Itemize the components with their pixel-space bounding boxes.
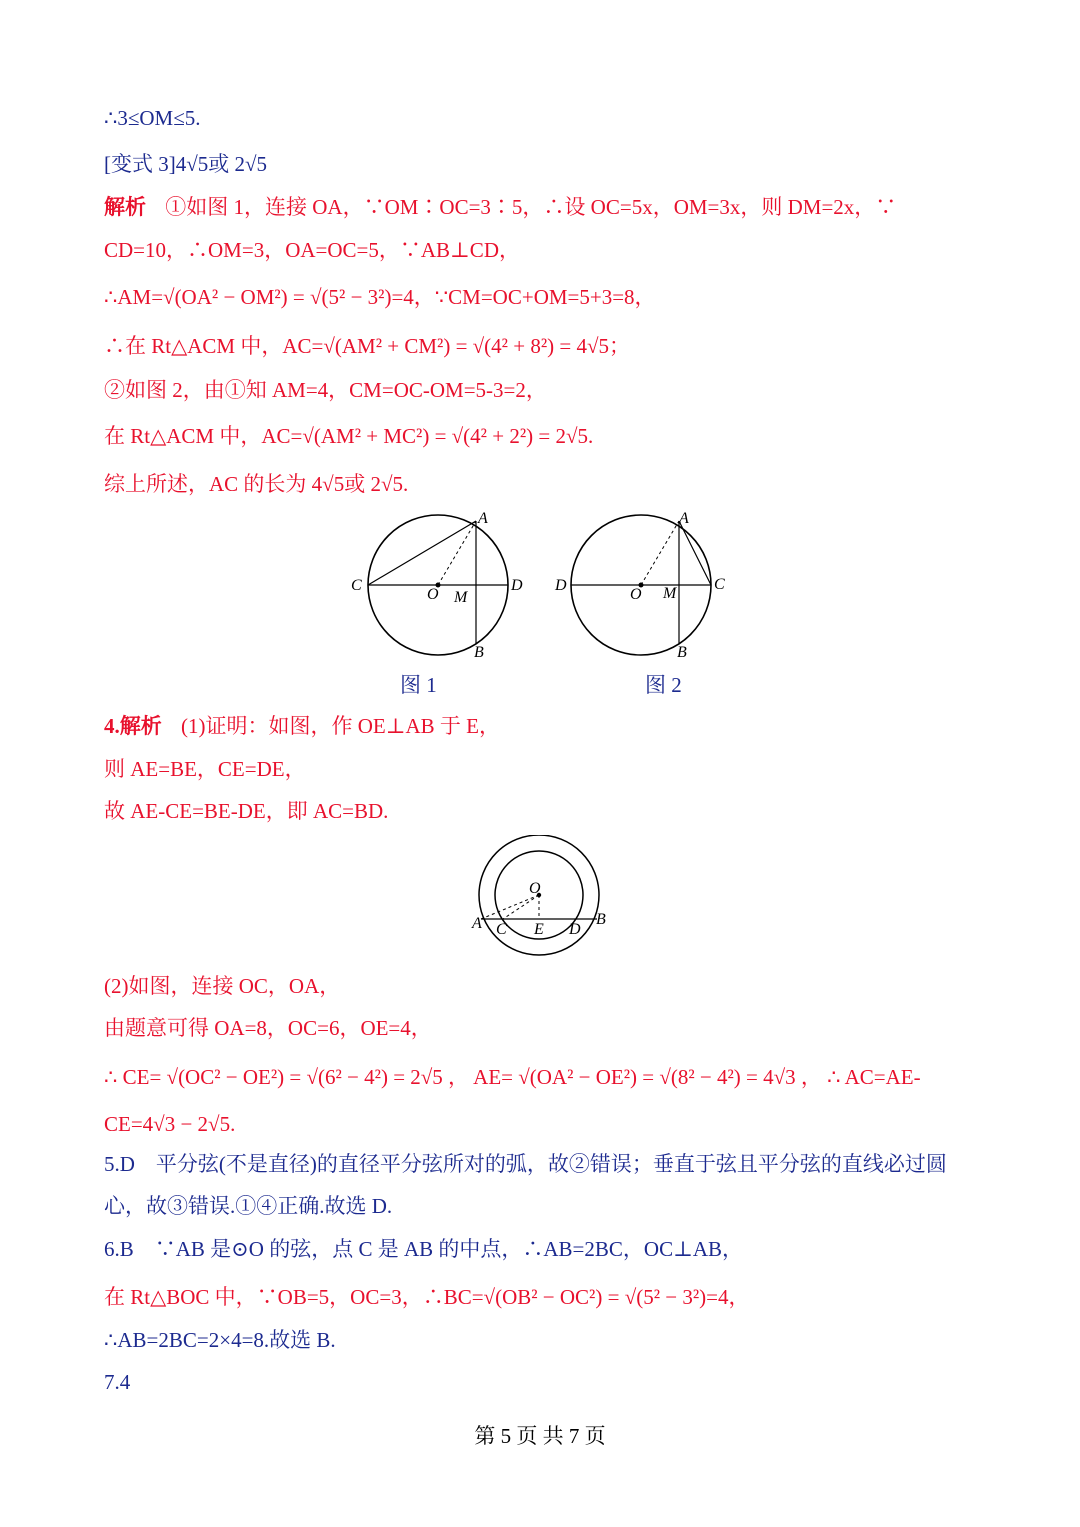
fig1-label-o: O [427, 586, 439, 603]
text-line-4: CD=10，∴OM=3，OA=OC=5，∵AB⊥CD， [104, 238, 520, 262]
figure-2-caption: 图 2 [645, 673, 682, 697]
fig2-label-d: D [555, 577, 567, 594]
figure-2-diagram [545, 505, 745, 665]
text-line-15: ∴ CE= √(OC² − OE²) = √(6² − 4²) = 2√5 ， AE= √(OA² − OE²) = √(8² − 4²) = 4√3 ， ∴ AC=AE- [104, 1065, 921, 1089]
fig1-label-a: A [478, 510, 488, 527]
text-line-7: ②如图 2，由①知 AM=4，CM=OC-OM=5-3=2， [104, 378, 547, 402]
fig3-label-c: C [496, 921, 507, 938]
text-line-19: 6.B ∵AB 是⊙O 的弦，点 C 是 AB 的中点，∴AB=2BC，OC⊥AB， [104, 1237, 743, 1261]
text-line-16: CE=4√3 − 2√5. [104, 1112, 236, 1136]
fig3-label-b: B [596, 911, 606, 928]
figure-3-diagram [465, 835, 615, 960]
text-line-9: 综上所述，AC 的长为 4√5或 2√5. [104, 472, 409, 496]
text-line-22: 7.4 [104, 1370, 131, 1394]
text-line-2: [变式 3]4√5或 2√5 [104, 152, 268, 176]
fig2-label-b: B [677, 644, 687, 661]
text-line-21: ∴AB=2BC=2×4=8.故选 B. [104, 1328, 336, 1352]
solution-label-4: 4.解析 [104, 714, 162, 738]
text-line-12: 故 AE-CE=BE-DE，即 AC=BD. [104, 799, 389, 823]
text-line-20: 在 Rt△BOC 中，∵OB=5，OC=3，∴BC=√(OB² − OC²) = √(5² − 3²)=4， [104, 1285, 750, 1309]
text-line-18: 心，故③错误.①④正确.故选 D. [104, 1194, 393, 1218]
solution-text: ①如图 1，连接 OA，∵OM∶OC=3∶5，∴设 OC=5x，OM=3x，则 DM=2x，∵ [165, 195, 897, 219]
text-line-3 [104, 193, 896, 221]
fig1-label-c: C [351, 577, 362, 594]
fig2-label-c: C [714, 576, 725, 593]
text-line-10 [104, 712, 500, 740]
figure-1-diagram [340, 505, 540, 665]
page-footer: 第 5 页 共 7 页 [474, 1424, 606, 1448]
text-line-1: ∴3≤OM≤5. [104, 106, 201, 130]
figure-1-caption: 图 1 [400, 673, 437, 697]
text-line-17: 5.D 平分弦(不是直径)的直径平分弦所对的弧，故②错误；垂直于弦且平分弦的直线必过圆 [104, 1152, 947, 1176]
text-line-8: 在 Rt△ACM 中，AC=√(AM² + MC²) = √(4² + 2²) = 2√5. [104, 424, 594, 448]
text-line-14: 由题意可得 OA=8，OC=6，OE=4， [104, 1016, 432, 1040]
text-line-11: 则 AE=BE，CE=DE， [104, 757, 306, 781]
solution-label: 解析 [104, 195, 146, 219]
fig2-label-m: M [663, 585, 677, 602]
fig3-label-o: O [529, 880, 541, 897]
text-line-13: (2)如图，连接 OC，OA， [104, 974, 341, 998]
fig1-label-d: D [511, 577, 523, 594]
fig2-label-a: A [679, 510, 689, 527]
fig2-label-o: O [630, 586, 642, 603]
fig3-label-a: A [472, 915, 482, 932]
text-line-5: ∴AM=√(OA² − OM²) = √(5² − 3²)=4，∵CM=OC+OM=5+3=8， [104, 285, 656, 309]
fig3-label-d: D [569, 921, 581, 938]
fig1-label-m: M [454, 589, 468, 606]
text-line-6: ∴在 Rt△ACM 中，AC=√(AM² + CM²) = √(4² + 8²) = 4√5； [104, 334, 630, 358]
solution-text-4: (1)证明：如图，作 OE⊥AB 于 E， [181, 714, 500, 738]
fig1-label-b: B [474, 644, 484, 661]
fig3-label-e: E [534, 921, 544, 938]
